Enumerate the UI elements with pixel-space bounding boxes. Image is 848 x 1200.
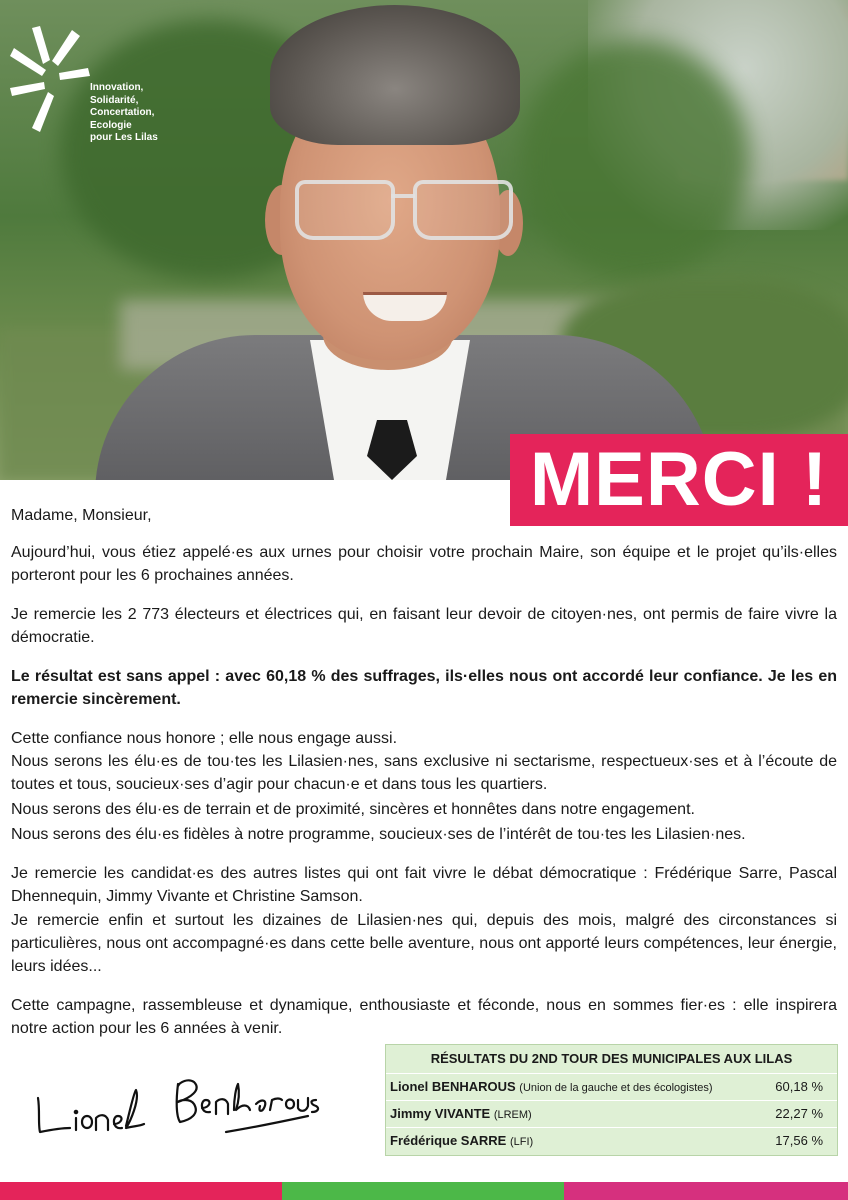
letter-paragraph: Nous serons des élu·es de terrain et de proximité, sincères et honnêtes dans notre engagement.: [11, 801, 695, 818]
letter-salutation: Madame, Monsieur,: [11, 507, 152, 524]
candidate-party: (LREM): [493, 1109, 532, 1121]
candidate-name: Frédérique SARRE: [390, 1133, 507, 1148]
candidate-party: (LFI): [509, 1136, 534, 1148]
letter-paragraph: Cette campagne, rassembleuse et dynamique, enthousiaste et féconde, nous en sommes fier·es : elle inspirera notre action pour les 6 années à venir.: [11, 997, 837, 1037]
logo-line: pour Les Lilas: [90, 132, 158, 143]
logo-line: Solidarité,: [90, 94, 139, 106]
letter-paragraph-bold: Le résultat est sans appel : avec 60,18 % des suffrages, ils·elles nous ont accordé leur confiance. Je les en remercie sincèrement.: [11, 668, 837, 708]
campaign-logo: [10, 26, 170, 146]
results-title: RÉSULTATS DU 2ND TOUR DES MUNICIPALES AUX LILAS: [386, 1045, 837, 1074]
candidate-percentage: 17,56 %: [775, 1133, 823, 1148]
logo-tagline: [90, 82, 158, 145]
candidate-party: (Union de la gauche et des écologistes): [519, 1082, 713, 1094]
hero-photo: [0, 0, 848, 480]
letter-paragraph: Cette confiance nous honore ; elle nous engage aussi.: [11, 730, 398, 747]
logo-line: Ecologie: [90, 119, 132, 131]
footer-bar-magenta: [564, 1182, 848, 1200]
letter-paragraph: Je remercie les 2 773 électeurs et électrices qui, en faisant leur devoir de citoyen·nes, ont permis de faire vivre la démocratie.: [11, 606, 837, 646]
logo-line: Innovation,: [90, 82, 144, 93]
results-table: [385, 1044, 838, 1156]
letter-paragraph: Nous serons les élu·es de tou·tes les Lilasien·nes, sans exclusive ni sectarisme, respectueux·ses et à l’écoute de toutes et tous, soucieux·ses d’agir pour chacun·e et dans tous les quartiers.: [11, 753, 837, 793]
table-row: [386, 1074, 837, 1101]
sun-rays-icon: [10, 26, 90, 146]
letter-paragraph: Je remercie les candidat·es des autres listes qui ont fait vivre le débat démocratique : Frédérique Sarre, Pascal Dhennequin, Jimmy Vivante et Christine Samson.: [11, 865, 837, 905]
footer-bar-green: [282, 1182, 564, 1200]
merci-banner: MERCI !: [510, 434, 848, 526]
letter-paragraph: Aujourd’hui, vous étiez appelé·es aux urnes pour choisir votre prochain Maire, son équipe et le projet qu’ils·elles porteront pour les 6 prochaines années.: [11, 544, 837, 584]
portrait-glasses: [295, 180, 511, 238]
letter-paragraph: Nous serons des élu·es fidèles à notre programme, soucieux·ses de l’intérêt de tou·tes les Lilasien·nes.: [11, 826, 746, 843]
portrait-hair: [270, 5, 520, 145]
candidate-percentage: 22,27 %: [775, 1106, 823, 1121]
handwritten-signature: [30, 1070, 330, 1150]
candidate-percentage: 60,18 %: [775, 1079, 823, 1094]
letter-paragraph: Je remercie enfin et surtout les dizaines de Lilasien·nes qui, depuis des mois, malgré des circonstances si particulières, nous ont accompagné·es dans cette belle aventure, nous ont apporté leurs compétences, leur énergie, leurs idées...: [11, 912, 837, 975]
portrait-person: [95, 0, 715, 480]
candidate-name: Jimmy VIVANTE: [390, 1106, 491, 1121]
table-row: [386, 1101, 837, 1128]
footer-bar-pink: [0, 1182, 282, 1200]
table-row: [386, 1128, 837, 1154]
logo-line: Concertation,: [90, 107, 155, 118]
candidate-name: Lionel BENHAROUS: [390, 1079, 516, 1094]
